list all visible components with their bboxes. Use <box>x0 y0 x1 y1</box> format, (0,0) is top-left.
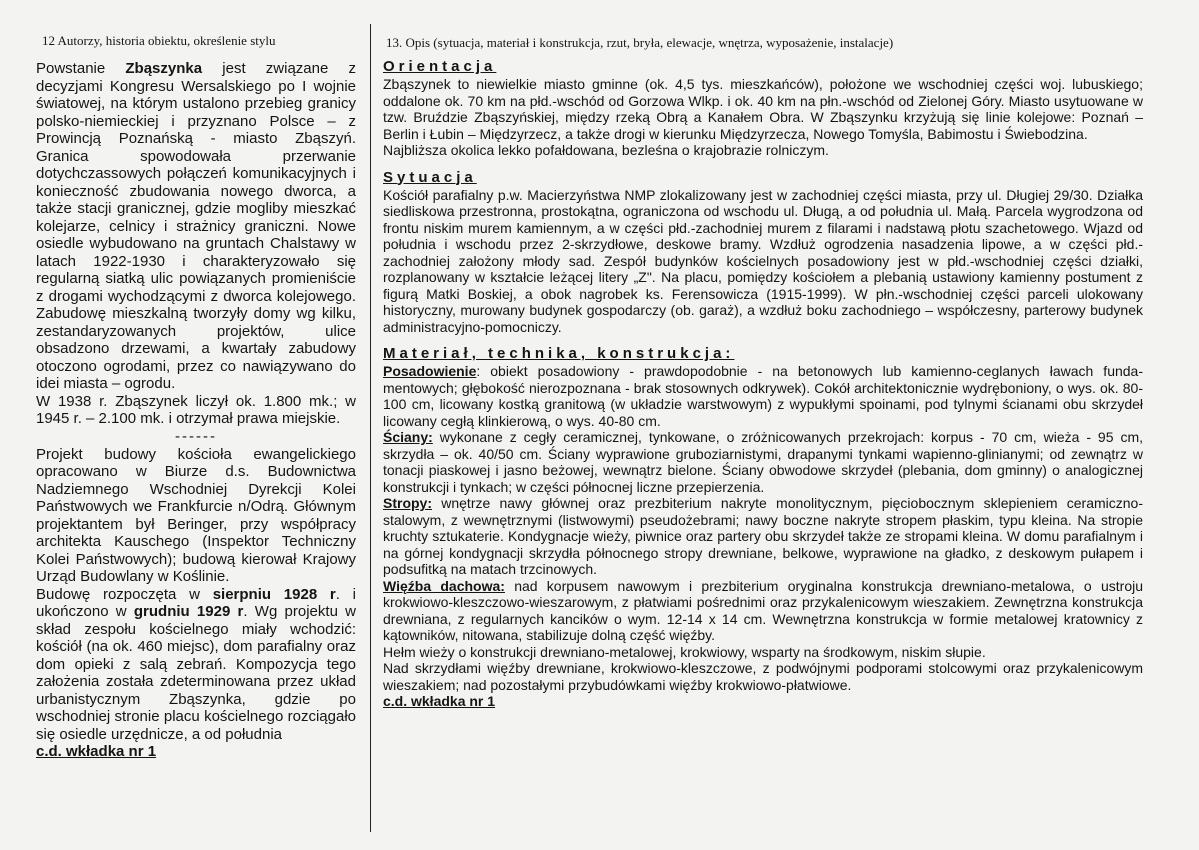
stropy-paragraph <box>383 495 1143 578</box>
orientacja-paragraph: Zbąszynek to niewielkie miasto gminne (ok. 4,5 tys. mieszkańców), położone we wschodniej części woj. lubuskiego; oddalone ok. 70 km na płd.-wschód od Gorzowa Wlkp. i ok. 40 km na płn.-wschód od Zielonej Góry. Miasto usytuowane w tzw. Bruździe Zbąszyńskiej, między rzeką Obrą a Kanałem Obra. W Zbąszynku krzyżują się linie kolejowe: Poznań – Berlin i Łubin – Międzyrzecz, a także drogi w kierunku Międzyrzecza, Nowego Tomyśla, Babimostu i Świebodzina. <box>383 76 1143 142</box>
orientacja-landscape: Najbliższa okolica lekko pofałdowana, bezleśna o krajobrazie rolniczym. <box>383 142 829 158</box>
history-paragraph-origin <box>36 60 356 393</box>
section-separator: ------ <box>175 427 217 445</box>
helm-paragraph: Hełm wieży o konstrukcji drewniano-metalowej, krokwiowy, wsparty na środkowym, niskim słupie. <box>383 643 986 660</box>
history-paragraph-construction <box>36 586 356 744</box>
text-run: . Wg projektu w skład zespołu kościelnego miały wchodzić: kościół (na ok. 460 miejsc), dom parafialny oraz dom opieki z salą zebrań. Kompozycja tego założenia została zdeterminowana przez układ urbanistycznym Zbąszynka, gdzie po wschodniej stronie placu kościelnego rozciągało się osiedle urzędnicze, a od południa <box>36 603 356 743</box>
history-paragraph-project: Projekt budowy kościoła ewangelickiego opracowano w Biurze d.s. Budownictwa Nadziemnego Wschodniej Dyrekcji Kolei Państwowych we Frankfurcie n/Odrą. Głównym projektantem był Beringer, przy współpracy architekta Kauschego (Inspektor Techniczny Kolei Państwowych); budową kierował Krajowy Urząd Budowlany w Koślinie. <box>36 445 356 585</box>
posadowienie-paragraph <box>383 363 1143 429</box>
sciany-label: Ściany: <box>383 429 433 445</box>
wiezba-label: Więźba dachowa: <box>383 577 505 594</box>
left-column-header: 12 Autorzy, historia obiektu, określenie stylu <box>42 33 276 48</box>
continued-note-right: c.d. wkładka nr 1 <box>383 693 496 709</box>
skrzydla-paragraph: Nad skrzydłami więźby drewniane, krokwiowo-kleszczowe, z podwójnymi podporami stolcowymi oraz przykalenicowym wieszakiem; nad pozostałymi przybudówkami więźby krokwiowo-płatwiowe. <box>383 660 1143 693</box>
text-run: Budowę rozpoczęta w <box>36 585 213 603</box>
section-title-material: Materiał, technika, konstrukcja: <box>383 345 735 362</box>
history-column <box>36 60 356 761</box>
text-run: wnętrze nawy głównej oraz prezbiterium nakryte monolitycznym, pięciobocznym sklepieniem ceramiczno-stalowym, z wewnętrznymi (listwowymi) pseudożebrami; nawy boczne nakryte stropem płaskim, typu kleina. Na stropie kruchty sztukaterie. Kondygnacje wieży, piwnice oraz partery obu skrzydeł także ze stropami kleina. W domu parafialnym i na górnej kondygnacji skrzydła północnego stropy drewniane, belkowe, wyprawione na gładko, z deskowym pułapem i podsufitką na matach trzcinowych. <box>383 495 1143 577</box>
spacer <box>383 335 1143 345</box>
column-divider <box>370 24 371 832</box>
sciany-paragraph <box>383 429 1143 495</box>
text-run: nad korpusem nawowym i prezbiterium oryginalna konstrukcja drewniano-metalowa, o ustroju krokwiowo-kleszczowo-wieszarowym, z płatwiami pośrednimi oraz przykalenicowym wieszakiem. Zewnętrzna konstrukcja drewniana, z regularnych kancików o wym. 12-14 x 14 cm. Wewnętrzna konstrukcja w formie metalowej kratownicy z kątowników, nitowana, stabilizuje dolną część więźby. <box>383 577 1144 643</box>
description-column <box>383 58 1143 710</box>
text-run: : obiekt posadowiony - prawdopodobnie - na betonowych lub kamienno-ceglanych ławach funda-mentowych; głębokość nierozpoznana - brak stosownych odkrywek). Cokół architektonicznie wydręboniony, o wys. ok. 80-100 cm, licowany kostką granitową (w układzie warstwowym) z wypukłymi spoinami, pod tylnymi ścianami obu skrzydeł licowany cegłą klinkierową, o wys. 40-80 cm. <box>383 363 1143 429</box>
end-date-bold: grudniu 1929 r <box>133 603 244 620</box>
sytuacja-paragraph: Kościół parafialny p.w. Macierzyństwa NMP zlokalizowany jest w zachodniej części miasta, przy ul. Długiej 29/30. Działka siedliskowa przestronna, prostokątna, ograniczona od wschodu ul. Długą, a od południa ul. Małą. Parcela wygrodzona od frontu niskim murem kamiennym, a w części płd.-zachodniej murem z filarami i nadstawą płotu szachetowego. Wjazd od południa i wschodu przez 2-skrzydłowe, deskowe bramy. Wzdłuż ogrodzenia nasadzenia lipowe, a w części płd.-zachodniej założony młody sad. Zespół budynków kościelnych posadowiony jest w płd.-wschodniej części działki, rozplanowany w kształcie leżącej litery „Z". Na placu, pomiędzy kościołem a plebanią ustawiony kamienny postument z figurą Matki Boskiej, a obok nagrobek ks. Ferensowicza (1915-1999). W płn.-wschodniej części parceli ulokowany historyczny, murowany budynek gospodarczy (ob. garaż), a wzdłuż boku zachodniego – współczesny, parterowy budynek administracyjno-pomocniczy. <box>383 186 1143 335</box>
text-run: . i ukończono w <box>36 585 357 620</box>
stropy-label: Stropy: <box>383 495 432 511</box>
history-paragraph-population: W 1938 r. Zbąszynek liczył ok. 1.800 mk.; w 1945 r. – 2.100 mk. i otrzymał prawa miejskie. <box>36 392 356 427</box>
start-date-bold: sierpniu 1928 r <box>212 585 336 603</box>
town-name-bold: Zbąszynka <box>125 60 203 77</box>
posadowienie-label: Posadowienie <box>383 363 477 379</box>
section-title-sytuacja: Sytuacja <box>383 168 477 186</box>
text-run: jest związane z decyzjami Kongresu Wersalskiego po I wojnie światowej, na którym ustalono przebieg granicy polsko-niemieckiej i przyznano Polsce – z Prowincją Poznańską - miasto Zbąszyń. Granica spowodowała przerwanie dotychczassowych połączeń komunikacyjnych i konieczność zbudowania nowego dworca, a także stacji granicznej, gdzie mogliby mieszkać kolejarze, celnicy i strażnicy graniczni. Nowe osiedle wybudowano na gruntach Chalstawy w latach 1922-1930 i charakteryzowało się regularną siatką ulic powiązanych promieniście z drogami wychodzącymi z dworca kolejowego. Zabudowę mieszkalną tworzyły domy wg kilku, zestandaryzowanych projektów, ulice obsadzono drzewami, a kwartały zabudowy otoczono ogrodami, przez co nawiązywano do idei miasta – ogrodu. <box>36 60 356 392</box>
spacer <box>383 159 1143 169</box>
text-run: wykonane z cegły ceramicznej, tynkowane, o zróżnicowanych przekrojach: korpus - 70 cm, wieża - 95 cm, skrzydła – ok. 40/50 cm. Ściany wyprawione gruboziarnistymi, drapanymi tynkami wapienno-glinianymi; od zewnątrz w tonacji piaskowej i jasno beżowej, wewnątrz bielone. Ściany obwodowe skrzydeł (plebania, dom gminny) o analogicznej konstrukcji i tynkach; w części północnej liczne przepierzenia. <box>383 429 1143 495</box>
right-column-header: 13. Opis (sytuacja, materiał i konstrukcja, rzut, bryła, elewacje, wnętrza, wyposażenie, instalacje) <box>386 35 894 50</box>
continued-note-left: c.d. wkładka nr 1 <box>36 743 157 760</box>
text-run: Powstanie <box>36 60 126 77</box>
section-title-orientacja: Orientacja <box>383 58 497 75</box>
wiezba-paragraph <box>383 578 1143 644</box>
